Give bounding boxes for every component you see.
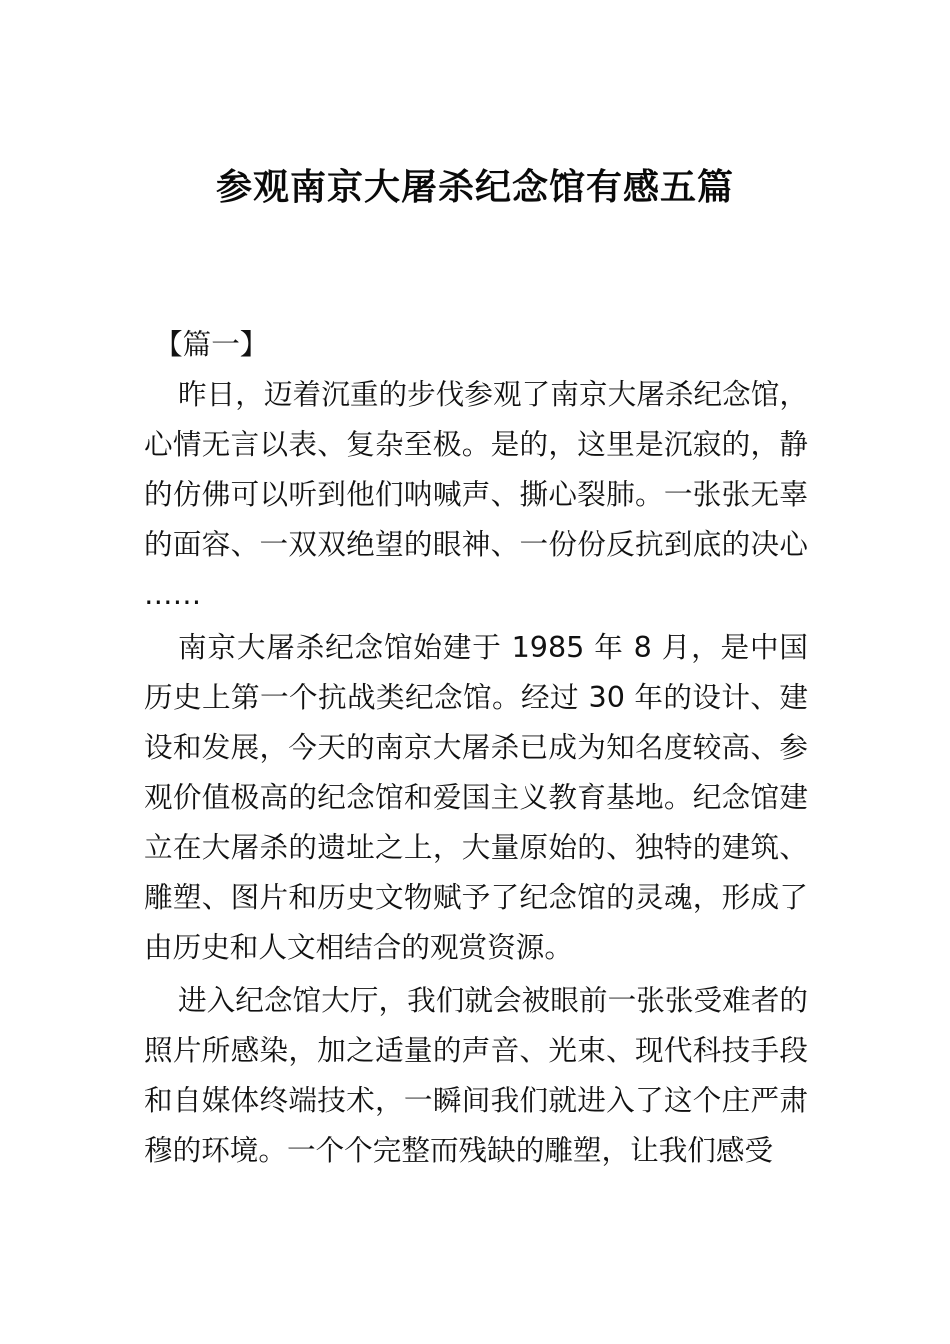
paragraph-1: 昨日，迈着沉重的步伐参观了南京大屠杀纪念馆，心情无言以表、复杂至极。是的，这里是沉寂的，静的仿佛可以听到他们呐喊声、撕心裂肺。一张张无辜的面容、一双双绝望的眼神、一份份反抗到底的决心…… — [144, 377, 808, 611]
document-title: 参观南京大屠杀纪念馆有感五篇 — [215, 167, 734, 209]
section-heading: 【篇一】 — [154, 327, 269, 361]
paragraph-2: 南京大屠杀纪念馆始建于 1985 年 8 月，是中国历史上第一个抗战类纪念馆。经过 30 年的设计、建设和发展，今天的南京大屠杀已成为知名度较高、参观价值极高的纪念馆和爱国主义教育基地。纪念馆建立在大屠杀的遗址之上，大量原始的、独特的建筑、雕塑、图片和历史文物赋予了纪念馆的灵魂，形成了由历史和人文相结合的观赏资源。 — [144, 630, 808, 964]
paragraph-3: 进入纪念馆大厅，我们就会被眼前一张张受难者的照片所感染，加之适量的声音、光束、现代科技手段和自媒体终端技术，一瞬间我们就进入了这个庄严肃穆的环境。一个个完整而残缺的雕塑，让我们感受 — [144, 983, 808, 1167]
document-body — [144, 319, 808, 1175]
